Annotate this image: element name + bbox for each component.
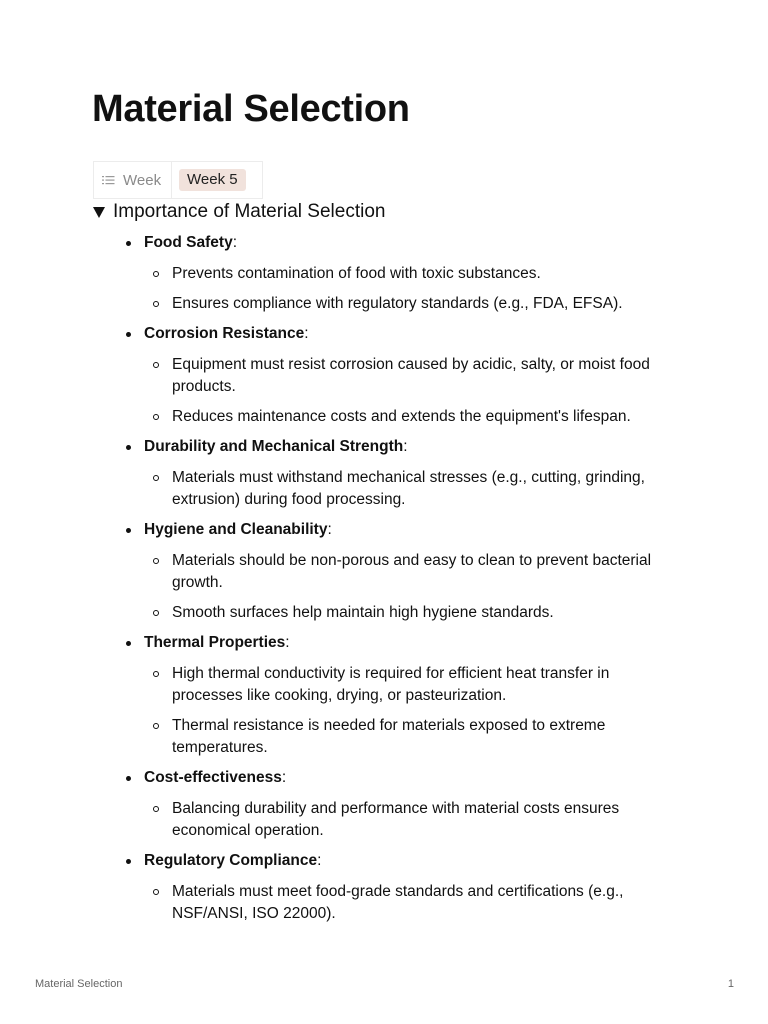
section-heading xyxy=(144,232,684,254)
bullet-list xyxy=(124,232,684,925)
list-item xyxy=(124,436,684,511)
list-item xyxy=(124,767,684,842)
section-colon: : xyxy=(403,438,408,455)
section-heading xyxy=(144,519,684,541)
sub-list xyxy=(144,467,684,511)
section-title: Durability and Mechanical Strength xyxy=(144,438,404,455)
section-heading xyxy=(144,767,684,789)
footer-page-number: 1 xyxy=(727,978,734,990)
section-title: Cost-effectiveness xyxy=(144,769,282,786)
sub-list xyxy=(144,663,684,759)
sub-list-item: Ensures compliance with regulatory standards (e.g., FDA, EFSA). xyxy=(144,293,672,315)
property-name-label: Week xyxy=(123,171,162,189)
week-property[interactable] xyxy=(93,161,263,199)
list-item xyxy=(124,850,684,925)
toggle-heading-text: Importance of Material Selection xyxy=(113,201,386,222)
sub-list-item: Reduces maintenance costs and extends the equipment's lifespan. xyxy=(144,406,672,428)
section-title: Regulatory Compliance xyxy=(144,852,318,869)
toggle-content xyxy=(124,232,684,933)
sub-list xyxy=(144,263,684,315)
section-title: Corrosion Resistance xyxy=(144,325,305,342)
section-title: Thermal Properties xyxy=(144,634,286,651)
section-title: Food Safety xyxy=(144,234,233,251)
list-item xyxy=(124,632,684,759)
section-colon: : xyxy=(232,234,238,251)
sub-list xyxy=(144,550,684,624)
section-colon: : xyxy=(285,634,290,651)
sub-list-item: Materials must withstand mechanical stresses (e.g., cutting, grinding, extrusion) during food processing. xyxy=(144,467,672,511)
section-colon: : xyxy=(281,769,287,786)
property-value[interactable] xyxy=(172,162,262,198)
footer-label: Material Selection xyxy=(35,978,123,990)
sub-list-item: High thermal conductivity is required for efficient heat transfer in processes like cooking, drying, or pasteurization. xyxy=(144,663,672,707)
section-heading xyxy=(144,850,684,872)
sub-list-item: Equipment must resist corrosion caused by acidic, salty, or moist food products. xyxy=(144,354,672,398)
section-colon: : xyxy=(327,521,332,538)
sub-list xyxy=(144,881,684,925)
list-icon xyxy=(102,172,116,189)
sub-list xyxy=(144,354,684,428)
sub-list-item: Prevents contamination of food with toxic substances. xyxy=(144,263,672,285)
sub-list-item: Balancing durability and performance with material costs ensures economical operation. xyxy=(144,798,672,842)
list-item xyxy=(124,519,684,624)
toggle-arrow-icon[interactable] xyxy=(93,207,105,218)
page-title: Material Selection xyxy=(92,88,410,130)
sub-list-item: Materials must meet food-grade standards and certifications (e.g., NSF/ANSI, ISO 22000). xyxy=(144,881,672,925)
section-heading xyxy=(144,436,684,458)
toggle-heading[interactable] xyxy=(92,199,385,225)
sub-list xyxy=(144,798,684,842)
section-heading xyxy=(144,632,684,654)
week-tag[interactable]: Week 5 xyxy=(179,169,246,191)
list-item xyxy=(124,232,684,315)
sub-list-item: Materials should be non-porous and easy to clean to prevent bacterial growth. xyxy=(144,550,672,594)
sub-list-item: Thermal resistance is needed for materials exposed to extreme temperatures. xyxy=(144,715,672,759)
section-colon: : xyxy=(304,325,309,342)
property-name xyxy=(94,162,172,198)
list-item xyxy=(124,323,684,428)
section-heading xyxy=(144,323,684,345)
sub-list-item: Smooth surfaces help maintain high hygiene standards. xyxy=(144,602,672,624)
section-title: Hygiene and Cleanability xyxy=(144,521,328,538)
section-colon: : xyxy=(317,852,322,869)
